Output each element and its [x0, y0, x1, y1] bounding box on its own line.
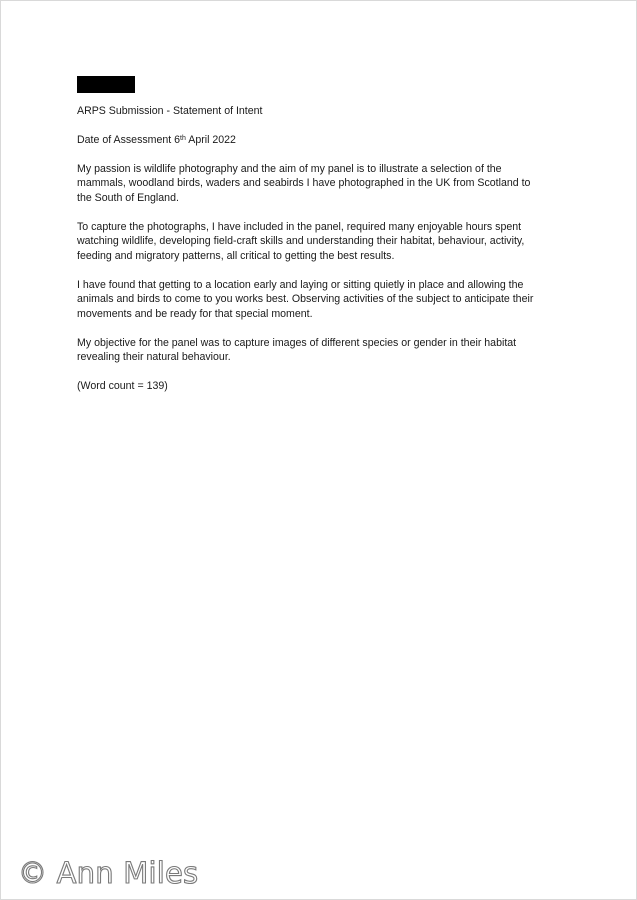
assessment-date: [77, 133, 547, 148]
date-ordinal: th: [180, 134, 186, 142]
statement-document: [77, 104, 547, 408]
paragraph-capture: To capture the photographs, I have included in the panel, required many enjoyable hours spent watching wildlife, developing field-craft skills and understanding their habitat, behaviour, activity, feeding and migratory patterns, all critical to getting the best results.: [77, 220, 525, 262]
paragraph-objective: My objective for the panel was to capture images of different species or gender in their habitat revealing their natural behaviour.: [77, 336, 517, 363]
date-prefix: Date of Assessment 6: [77, 133, 181, 146]
redacted-name-block: [77, 76, 135, 93]
paragraph-method: I have found that getting to a location early and laying or sitting quietly in place and allowing the animals and birds to come to you works best. Observing activities of the subject to anticipate their movements and be ready for that special moment.: [77, 278, 534, 320]
word-count: (Word count = 139): [77, 380, 168, 392]
copyright-watermark: © Ann Miles: [18, 856, 199, 890]
paragraph-passion: My passion is wildlife photography and the aim of my panel is to illustrate a selection of the mammals, woodland birds, waders and seabirds I have photographed in the UK from Scotland to the South of England.: [77, 162, 531, 204]
document-title: ARPS Submission - Statement of Intent: [77, 105, 263, 117]
date-suffix: April 2022: [185, 133, 236, 146]
